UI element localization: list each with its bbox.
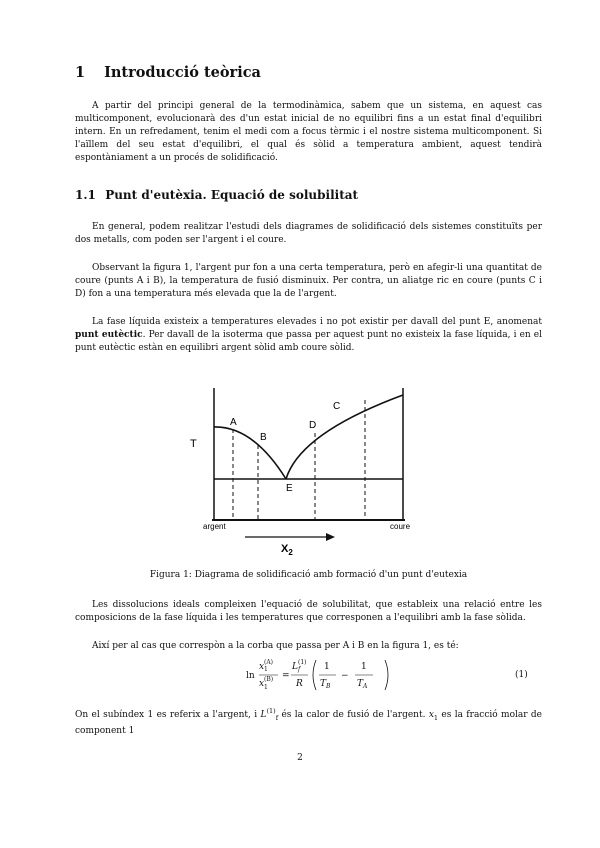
solidification-diagram: [185, 378, 430, 558]
eq-R: R: [296, 679, 303, 689]
eq-L: L: [292, 662, 298, 672]
subsection-title: Punt d'eutèxia. Equació de solubilitat: [105, 188, 359, 202]
paragraph-6-L-sup: (1): [266, 707, 276, 715]
paragraph-3: [75, 316, 542, 355]
eq-x-den: x: [259, 679, 265, 689]
paragraph-6: [75, 705, 542, 738]
paragraph-3-text-a: La fase líquida existeix a temperatures elevades i no pot existir per davall del punt E, anomenat: [92, 317, 542, 327]
paragraph-6-text-c: es la fracció molar de component 1: [75, 710, 542, 736]
point-label-e: E: [286, 483, 293, 494]
label-coure: coure: [390, 522, 411, 531]
paragraph-6-x: x: [428, 710, 434, 720]
label-argent: argent: [203, 522, 226, 531]
eq-one-1: 1: [324, 662, 330, 672]
subsection-number: 1.1: [75, 188, 96, 202]
subsection-heading: [75, 188, 358, 202]
eq-ln: ln: [246, 671, 255, 681]
eq-equals: =: [282, 671, 290, 681]
eq-sub-1b: 1: [264, 684, 268, 691]
paragraph-3-bold: punt eutèctic: [75, 330, 143, 340]
eq-x-num: x: [259, 662, 265, 672]
eq-TA-sub: A: [363, 683, 368, 690]
liquidus-curve-right: [286, 395, 403, 479]
point-label-d: D: [309, 420, 317, 431]
page-number: 2: [297, 753, 303, 763]
eq-paren-left: [313, 660, 316, 690]
axis-x-symbol: X: [281, 543, 289, 555]
paragraph-6-x-sub: 1: [433, 713, 439, 722]
section-title: Introducció teòrica: [104, 64, 261, 81]
eq-TA: T: [357, 679, 364, 689]
axis-x-label: [281, 543, 293, 557]
paragraph-6-text-b: és la calor de fusió de l'argent.: [278, 710, 429, 720]
paragraph-1: En general, podem realitzar l'estudi dels diagrames de solidificació dels sistemes constituïts per dos metalls, com poden ser l'argent i el coure.: [75, 222, 542, 245]
figure-caption: Figura 1: Diagrama de solidificació amb formació d'un punt d'eutexia: [149, 570, 468, 580]
point-label-a: A: [230, 417, 237, 428]
point-label-b: B: [260, 432, 267, 443]
eq-TB-sub: B: [326, 683, 331, 690]
paragraph-6-text-a: On el subíndex 1 es referix a l'argent, i: [75, 710, 261, 720]
paragraph-6-L-sub: f: [275, 713, 279, 722]
section-number: 1: [75, 64, 86, 81]
eq-one-2: 1: [361, 662, 367, 672]
solubility-equation: [240, 654, 400, 698]
eq-L-sub: f: [298, 666, 301, 673]
paragraph-2: Observant la figura 1, l'argent pur fon a una certa temperatura, però en afegir-li una quantitat de coure (punts A i B), la temperatura de fusió disminuix. Per contra, un aliatge ric en coure (punts C i D) fon a una temperatura més elevada que la de l'argent.: [75, 263, 542, 299]
equation-number: (1): [515, 670, 528, 680]
paragraph-6-L: L: [260, 710, 267, 720]
paragraph-4: Les dissolucions ideals compleixen l'equació de solubilitat, que estableix una relació entre les composicions de la fase líquida i les temperatures que corresponen a l'equilibri amb la fase sòlida.: [75, 600, 542, 623]
paragraph-3-text-b: . Per davall de la isoterma que passa per aquest punt no existeix la fase líquida, i en el punt eutèctic estàn en equilibri argent sòlid amb coure sòlid.: [75, 330, 543, 353]
paragraph-5: Així per al cas que correspòn a la corba que passa per A i B en la figura 1, es té:: [92, 641, 459, 651]
axis-y-label: T: [190, 438, 197, 450]
eq-sup-b: (B): [264, 676, 274, 683]
eq-L-sup: (1): [298, 659, 307, 666]
eq-minus: −: [341, 671, 349, 681]
eq-TB: T: [320, 679, 327, 689]
point-label-c: C: [333, 401, 341, 412]
liquidus-curve-left: [214, 427, 286, 479]
intro-paragraph: A partir del principi general de la termodinàmica, sabem que un sistema, en aquest cas multicomponent, evolucionarà des d'un estat inicial de no equilibri fins a un estat final d'equilibri intern. En un refredament, tenim el medi com a focus tèrmic i el nostre sistema multicomponent. Si l'aïllem del seu estat d'equilibri, el qual és sòlid a temperatura ambient, aquest tendirà espontàniament a un procés de solidificació.: [75, 101, 542, 163]
axis-x-subscript: 2: [288, 548, 293, 557]
eq-sub-1a: 1: [264, 666, 268, 673]
axis-x-arrowhead: [326, 533, 335, 541]
section-heading: [75, 64, 261, 81]
eq-paren-right: [385, 660, 388, 690]
eq-sup-a: (A): [264, 659, 274, 666]
